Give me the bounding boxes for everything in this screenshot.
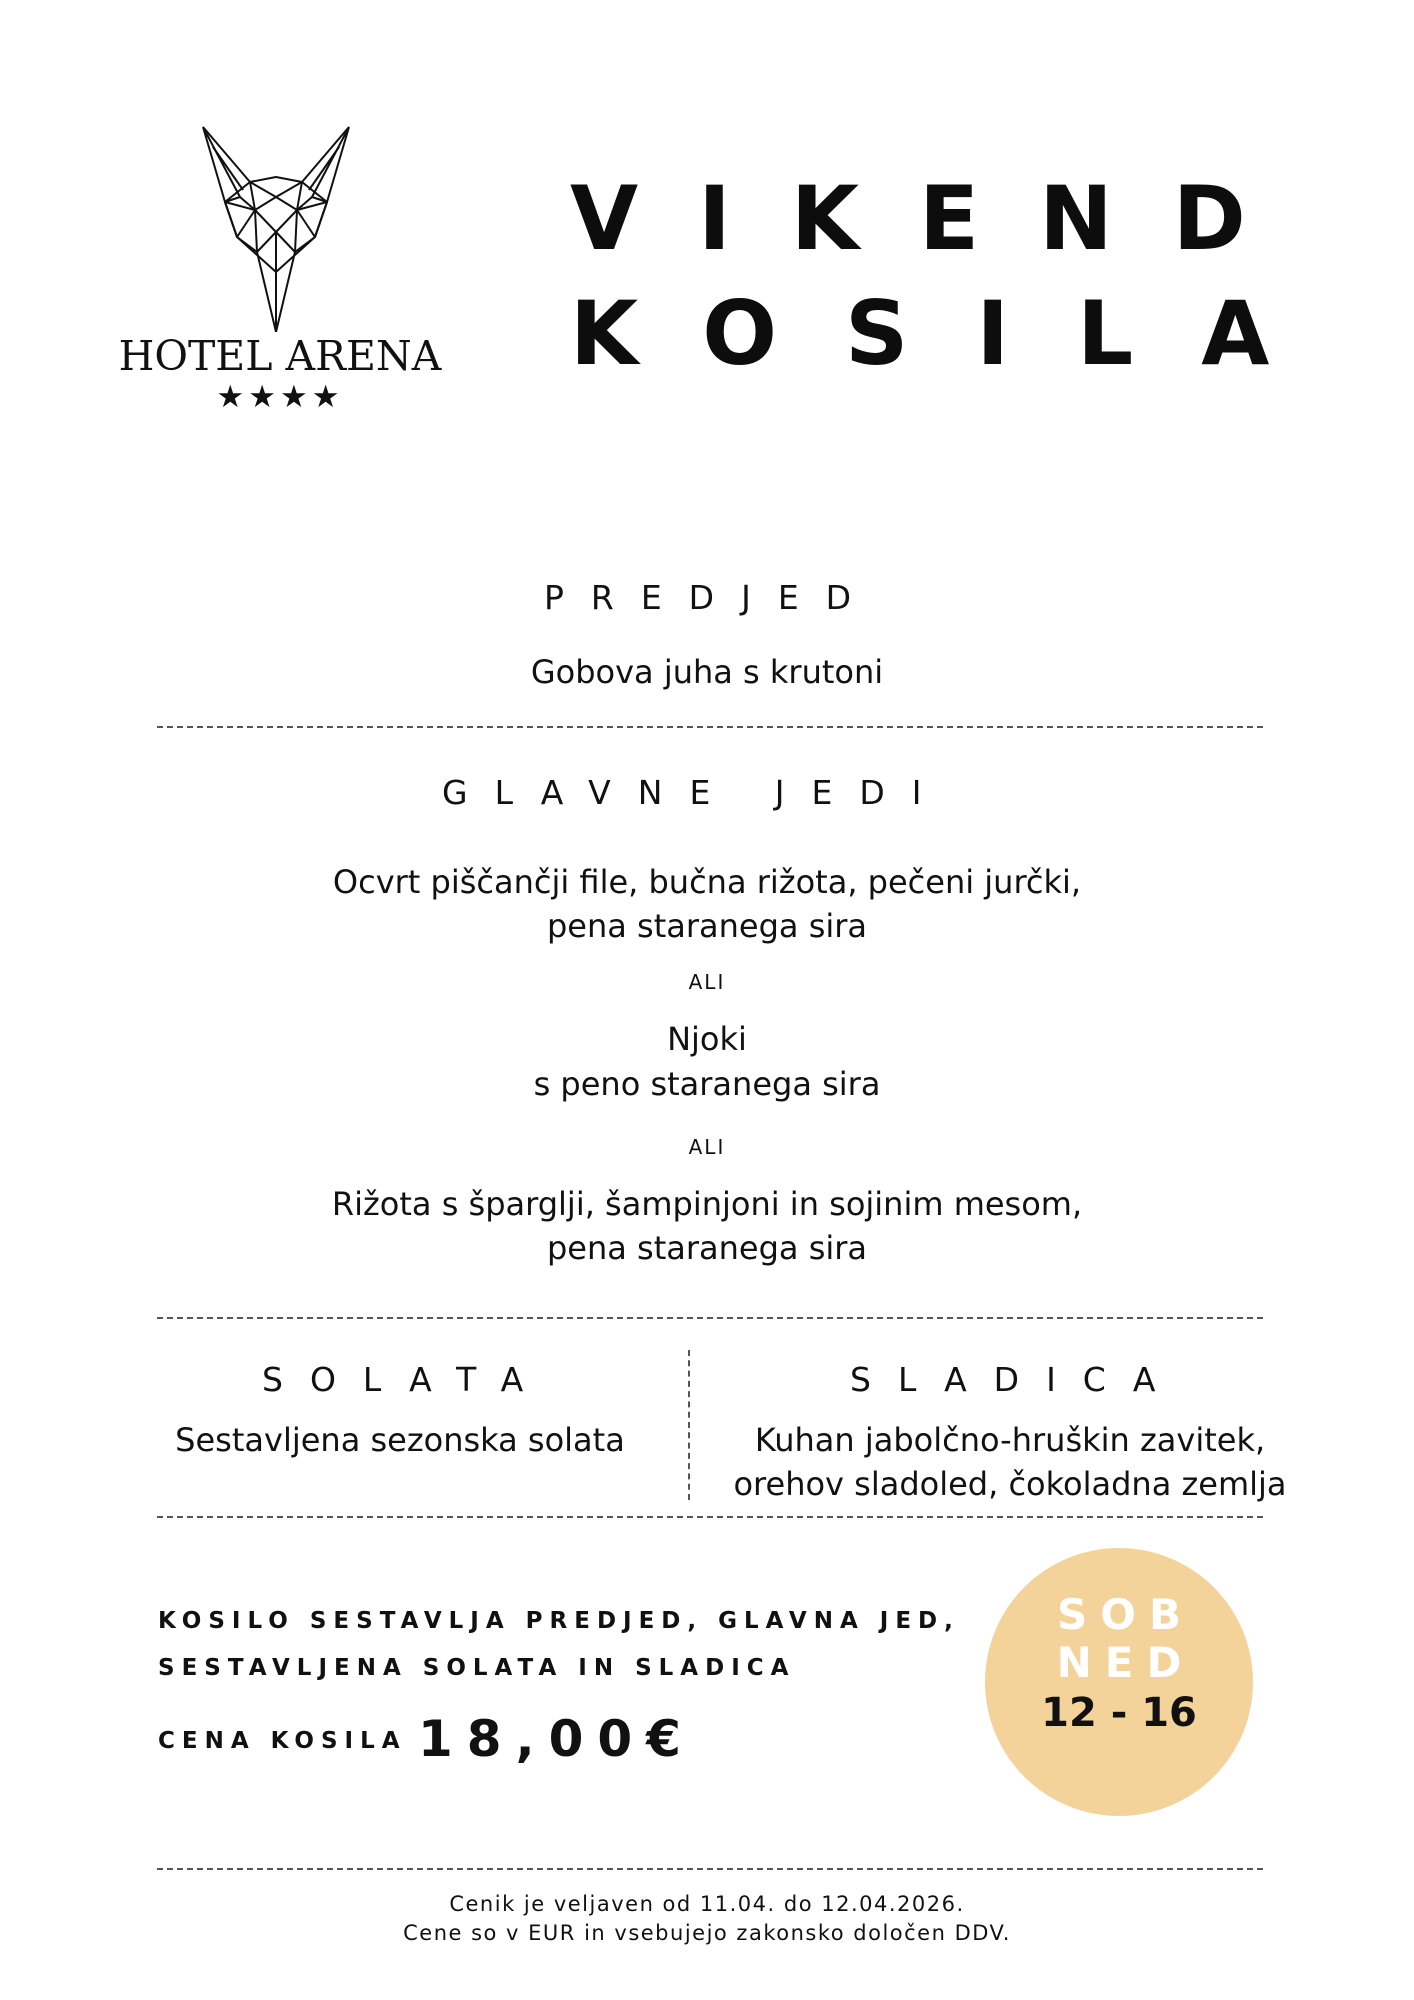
salad-heading: SOLATA (262, 1360, 551, 1399)
main-option-1-line-2: pena staranega sira (546, 907, 868, 945)
main-option-2-line-2: s peno staranega sira (533, 1065, 881, 1103)
main-option-3-line-1: Rižota s šparglji, šampinjoni in sojinim mesom, (331, 1185, 1083, 1223)
main-option-3-line-2: pena staranega sira (546, 1229, 868, 1267)
divider (157, 1868, 1263, 1870)
starter-heading: PREDJED (544, 578, 879, 617)
dessert-heading: SLADICA (850, 1360, 1183, 1399)
title-line-2: KOSILA (570, 282, 1338, 385)
vat-note: Cene so v EUR in vsebujejo zakonsko določen DDV. (403, 1921, 1011, 1945)
divider (157, 1317, 1263, 1319)
or-separator: ALI (688, 1135, 726, 1159)
column-divider (688, 1350, 690, 1500)
main-option-2-line-1: Njoki (667, 1020, 747, 1058)
divider (157, 1516, 1263, 1518)
hotel-star-rating: ★★★★ (216, 379, 344, 415)
price-label: CENA KOSILA (158, 1728, 407, 1754)
validity-note: Cenik je veljaven od 11.04. do 12.04.2026. (449, 1892, 965, 1916)
title-line-1: VIKEND (570, 167, 1306, 270)
hotel-arena-logo-icon (195, 122, 357, 332)
lunch-composition-line-1: KOSILO SESTAVLJA PREDJED, GLAVNA JED, (158, 1608, 960, 1634)
dessert-line-1: Kuhan jabolčno-hruškin zavitek, (754, 1421, 1266, 1459)
or-separator: ALI (688, 970, 726, 994)
dessert-line-2: orehov sladoled, čokoladna zemlja (733, 1465, 1287, 1503)
price-value: 18,00€ (418, 1710, 695, 1768)
badge-hours: 12 - 16 (1041, 1690, 1197, 1736)
mains-heading: GLAVNE JEDI (442, 773, 949, 812)
hotel-name: HOTEL ARENA (118, 332, 442, 380)
badge-day-sunday: NED (1056, 1638, 1195, 1687)
lunch-composition-line-2: SESTAVLJENA SOLATA IN SLADICA (158, 1655, 796, 1681)
starter-dish: Gobova juha s krutoni (530, 653, 884, 691)
badge-day-saturday: SOB (1057, 1590, 1194, 1639)
salad-dish: Sestavljena sezonska solata (175, 1421, 625, 1459)
divider (157, 726, 1263, 728)
main-option-1-line-1: Ocvrt piščančji file, bučna rižota, pečeni jurčki, (332, 863, 1082, 901)
